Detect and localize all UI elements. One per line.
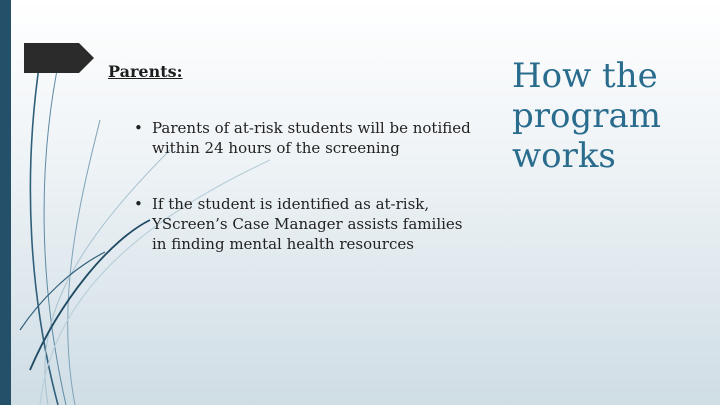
bullet-list (132, 118, 477, 290)
bullet-text: Parents of at-risk students will be notified within 24 hours of the screening (152, 119, 471, 157)
bullet-dot-icon: • (134, 119, 143, 137)
slide-title (512, 56, 702, 176)
bullet-dot-icon: • (134, 195, 143, 213)
slide-title-line: How the (512, 56, 658, 96)
slide-title-line: program (512, 96, 662, 136)
slide-title-line: works (512, 136, 616, 176)
section-heading: Parents: (108, 62, 183, 81)
heading-tab-shape (24, 43, 94, 73)
bullet-text: If the student is identified as at-risk, YScreen’s Case Manager assists families in finding mental health resources (152, 195, 463, 253)
bullet-item (132, 118, 477, 158)
bullet-item (132, 194, 477, 254)
